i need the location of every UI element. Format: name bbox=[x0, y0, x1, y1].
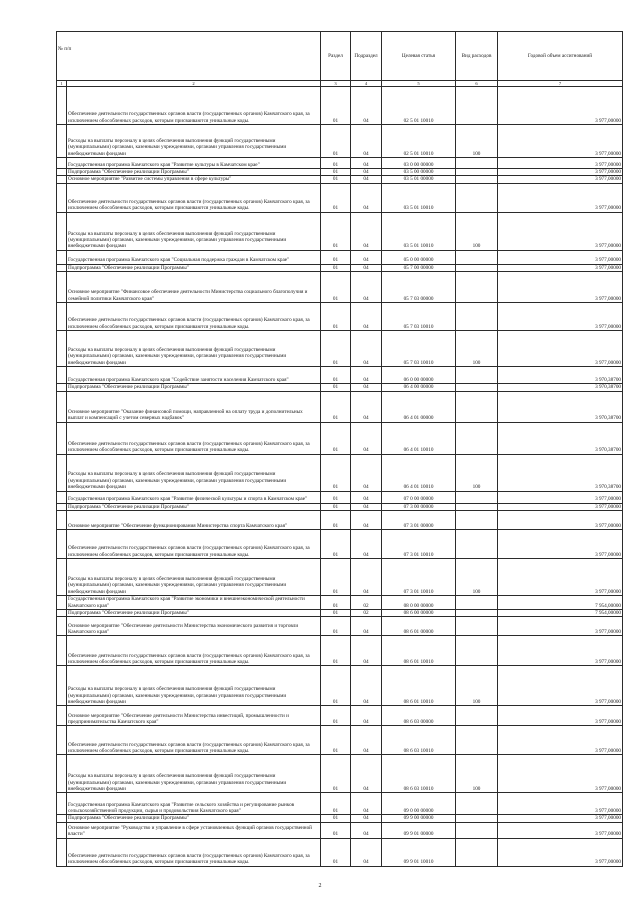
cell-name: Расходы на выплаты персоналу в целях обеспечения выполнения функций государственными (муниципальными) органами, казенными учреждениями, органами управления государственными внебюджетными фондами bbox=[67, 755, 321, 793]
cell-amount: 3 977,00000 bbox=[498, 793, 623, 815]
cell-target-article: 02 5 01 10010 bbox=[382, 125, 456, 158]
table-row bbox=[57, 264, 623, 271]
column-index: 6 bbox=[456, 81, 498, 87]
cell-podrazdel: 04 bbox=[351, 264, 382, 271]
cell-target-article: 07 3 01 00000 bbox=[382, 511, 456, 530]
table-body bbox=[57, 87, 623, 867]
cell-name: Основное мероприятие "Обеспечение функционирования Министерства спорта Камчатского края" bbox=[67, 511, 321, 530]
cell-target-article: 07 3 01 10010 bbox=[382, 530, 456, 559]
table-row bbox=[57, 636, 623, 666]
cell-razdel: 01 bbox=[321, 491, 351, 503]
table-row bbox=[57, 530, 623, 559]
cell-razdel: 01 bbox=[321, 331, 351, 367]
cell-razdel: 01 bbox=[321, 272, 351, 303]
table-row bbox=[57, 367, 623, 384]
cell-amount: 3 970,38700 bbox=[498, 367, 623, 384]
cell-number bbox=[57, 511, 67, 530]
cell-podrazdel: 04 bbox=[351, 176, 382, 183]
cell-expense-type: 100 bbox=[456, 559, 498, 596]
cell-number bbox=[57, 491, 67, 503]
cell-number bbox=[57, 212, 67, 250]
cell-number bbox=[57, 530, 67, 559]
cell-number bbox=[57, 636, 67, 666]
cell-number bbox=[57, 384, 67, 391]
cell-number bbox=[57, 183, 67, 212]
cell-amount: 3 977,00000 bbox=[498, 331, 623, 367]
cell-expense-type bbox=[456, 726, 498, 755]
cell-razdel: 01 bbox=[321, 666, 351, 706]
cell-name: Обеспечение деятельности государственных органов власти (государственных органов) Камчатского края, за исключением обособленных расходов, которым присваиваются уникальные коды. bbox=[67, 726, 321, 755]
table-row bbox=[57, 125, 623, 158]
cell-expense-type bbox=[456, 706, 498, 726]
cell-expense-type bbox=[456, 530, 498, 559]
cell-podrazdel: 04 bbox=[351, 530, 382, 559]
table-header-row bbox=[57, 32, 623, 81]
cell-podrazdel: 04 bbox=[351, 212, 382, 250]
table-row bbox=[57, 815, 623, 822]
cell-razdel: 01 bbox=[321, 559, 351, 596]
table-row bbox=[57, 183, 623, 212]
cell-podrazdel: 04 bbox=[351, 87, 382, 125]
cell-name: Государственная программа Камчатского края "Развитие физической культуры и спорта в Камчатском крае" bbox=[67, 491, 321, 503]
cell-podrazdel: 04 bbox=[351, 303, 382, 331]
column-index: 2 bbox=[67, 81, 321, 87]
cell-target-article: 09 9 01 00000 bbox=[382, 822, 456, 838]
cell-amount: 3 977,00000 bbox=[498, 183, 623, 212]
cell-podrazdel: 04 bbox=[351, 636, 382, 666]
cell-amount: 3 970,38700 bbox=[498, 384, 623, 391]
cell-number bbox=[57, 176, 67, 183]
cell-podrazdel: 04 bbox=[351, 838, 382, 866]
table-row bbox=[57, 596, 623, 610]
cell-target-article: 09 9 01 10010 bbox=[382, 838, 456, 866]
cell-razdel: 01 bbox=[321, 617, 351, 636]
cell-amount: 3 977,00000 bbox=[498, 559, 623, 596]
cell-podrazdel: 04 bbox=[351, 815, 382, 822]
cell-razdel: 01 bbox=[321, 706, 351, 726]
cell-name: Подпрограмма "Обеспечение реализации Программы" bbox=[67, 169, 321, 176]
table-row bbox=[57, 212, 623, 250]
cell-name: Основное мероприятие "Обеспечение деятельности Министерства инвестиций, промышленности и предпринимательства Камчатского края" bbox=[67, 706, 321, 726]
cell-amount: 3 977,00000 bbox=[498, 726, 623, 755]
header-annual-amount: Годовой объем ассигнований bbox=[498, 32, 623, 81]
cell-expense-type bbox=[456, 838, 498, 866]
cell-amount: 3 977,00000 bbox=[498, 617, 623, 636]
cell-podrazdel: 04 bbox=[351, 331, 382, 367]
cell-name: Расходы на выплаты персоналу в целях обеспечения выполнения функций государственными (муниципальными) органами, казенными учреждениями, органами управления государственными внебюджетными фондами bbox=[67, 559, 321, 596]
cell-amount: 3 977,00000 bbox=[498, 250, 623, 264]
table-row bbox=[57, 169, 623, 176]
cell-amount: 3 977,00000 bbox=[498, 822, 623, 838]
cell-target-article: 08 6 01 10010 bbox=[382, 636, 456, 666]
cell-target-article: 08 6 00 00000 bbox=[382, 610, 456, 617]
cell-number bbox=[57, 559, 67, 596]
cell-podrazdel: 04 bbox=[351, 158, 382, 169]
cell-expense-type bbox=[456, 815, 498, 822]
cell-expense-type: 100 bbox=[456, 212, 498, 250]
cell-amount: 3 977,00000 bbox=[498, 158, 623, 169]
cell-target-article: 06 4 01 00000 bbox=[382, 391, 456, 422]
cell-number bbox=[57, 422, 67, 454]
cell-name: Обеспечение деятельности государственных органов власти (государственных органов) Камчатского края, за исключением обособленных расходов, которым присваиваются уникальные коды. bbox=[67, 636, 321, 666]
cell-name: Обеспечение деятельности государственных органов власти (государственных органов) Камчатского края, за исключением обособленных расходов, которым присваиваются уникальные коды. bbox=[67, 303, 321, 331]
cell-amount: 7 954,00000 bbox=[498, 596, 623, 610]
cell-amount: 3 977,00000 bbox=[498, 212, 623, 250]
table-row bbox=[57, 503, 623, 510]
cell-podrazdel: 04 bbox=[351, 169, 382, 176]
cell-expense-type bbox=[456, 511, 498, 530]
cell-amount: 3 977,00000 bbox=[498, 755, 623, 793]
cell-amount: 3 977,00000 bbox=[498, 264, 623, 271]
cell-target-article: 09 9 00 00000 bbox=[382, 815, 456, 822]
cell-name: Подпрограмма "Обеспечение реализации Программы" bbox=[67, 264, 321, 271]
cell-number bbox=[57, 331, 67, 367]
cell-razdel: 01 bbox=[321, 454, 351, 491]
table-row bbox=[57, 87, 623, 125]
cell-name: Подпрограмма "Обеспечение реализации Программы" bbox=[67, 384, 321, 391]
cell-razdel: 01 bbox=[321, 367, 351, 384]
column-index: 4 bbox=[351, 81, 382, 87]
cell-expense-type: 100 bbox=[456, 666, 498, 706]
cell-podrazdel: 04 bbox=[351, 367, 382, 384]
cell-expense-type: 100 bbox=[456, 454, 498, 491]
cell-target-article: 07 0 00 00000 bbox=[382, 491, 456, 503]
table-row bbox=[57, 272, 623, 303]
cell-expense-type bbox=[456, 610, 498, 617]
cell-razdel: 01 bbox=[321, 183, 351, 212]
cell-razdel: 01 bbox=[321, 264, 351, 271]
cell-target-article: 06 0 00 00000 bbox=[382, 367, 456, 384]
cell-expense-type bbox=[456, 636, 498, 666]
cell-podrazdel: 04 bbox=[351, 454, 382, 491]
cell-name: Государственная программа Камчатского края "Развитие сельского хозяйства и регулирование рынков сельскохозяйственной продукции, сырья и продовольствия Камчатского края" bbox=[67, 793, 321, 815]
cell-amount: 3 977,00000 bbox=[498, 272, 623, 303]
cell-podrazdel: 04 bbox=[351, 491, 382, 503]
cell-podrazdel: 04 bbox=[351, 726, 382, 755]
header-target-article: Целевая статья bbox=[382, 32, 456, 81]
cell-name: Обеспечение деятельности государственных органов власти (государственных органов) Камчатского края, за исключением обособленных расходов, которым присваиваются уникальные коды. bbox=[67, 87, 321, 125]
cell-amount: 3 977,00000 bbox=[498, 87, 623, 125]
cell-expense-type bbox=[456, 422, 498, 454]
cell-number bbox=[57, 158, 67, 169]
cell-amount: 3 977,00000 bbox=[498, 176, 623, 183]
cell-number bbox=[57, 454, 67, 491]
cell-name: Государственная программа Камчатского края "Содействие занятости населения Камчатского края" bbox=[67, 367, 321, 384]
cell-number bbox=[57, 125, 67, 158]
cell-razdel: 01 bbox=[321, 610, 351, 617]
cell-name: Обеспечение деятельности государственных органов власти (государственных органов) Камчатского края, за исключением обособленных расходов, которым присваиваются уникальные коды. bbox=[67, 530, 321, 559]
cell-razdel: 01 bbox=[321, 755, 351, 793]
cell-target-article: 02 5 01 10010 bbox=[382, 87, 456, 125]
column-index: 7 bbox=[498, 81, 623, 87]
cell-name: Расходы на выплаты персоналу в целях обеспечения выполнения функций государственными (муниципальными) органами, казенными учреждениями, органами управления государственными внебюджетными фондами bbox=[67, 331, 321, 367]
table-row bbox=[57, 559, 623, 596]
cell-expense-type bbox=[456, 491, 498, 503]
table-row bbox=[57, 726, 623, 755]
cell-podrazdel: 02 bbox=[351, 596, 382, 610]
table-row bbox=[57, 491, 623, 503]
cell-target-article: 06 4 00 00000 bbox=[382, 384, 456, 391]
cell-expense-type bbox=[456, 158, 498, 169]
cell-amount: 3 977,00000 bbox=[498, 530, 623, 559]
cell-amount: 3 977,00000 bbox=[498, 815, 623, 822]
cell-number bbox=[57, 169, 67, 176]
cell-name: Государственная программа Камчатского края "Развитие культуры в Камчатском крае" bbox=[67, 158, 321, 169]
cell-expense-type: 100 bbox=[456, 755, 498, 793]
cell-name: Расходы на выплаты персоналу в целях обеспечения выполнения функций государственными (муниципальными) органами, казенными учреждениями, органами управления государственными внебюджетными фондами bbox=[67, 666, 321, 706]
cell-target-article: 08 6 01 00000 bbox=[382, 617, 456, 636]
cell-name: Расходы на выплаты персоналу в целях обеспечения выполнения функций государственными (муниципальными) органами, казенными учреждениями, органами управления государственными внебюджетными фондами bbox=[67, 212, 321, 250]
cell-target-article: 07 3 01 10010 bbox=[382, 559, 456, 596]
cell-podrazdel: 04 bbox=[351, 617, 382, 636]
cell-name: Основное мероприятие "Обеспечение деятельности Министерства экономического развития и торговли Камчатского края" bbox=[67, 617, 321, 636]
cell-razdel: 01 bbox=[321, 250, 351, 264]
cell-amount: 3 977,00000 bbox=[498, 636, 623, 666]
header-razdel: Раздел bbox=[321, 32, 351, 81]
cell-expense-type bbox=[456, 169, 498, 176]
cell-expense-type bbox=[456, 617, 498, 636]
cell-podrazdel: 04 bbox=[351, 272, 382, 303]
cell-razdel: 01 bbox=[321, 125, 351, 158]
cell-amount: 3 977,00000 bbox=[498, 706, 623, 726]
cell-number bbox=[57, 793, 67, 815]
cell-number bbox=[57, 87, 67, 125]
cell-podrazdel: 04 bbox=[351, 384, 382, 391]
table-row bbox=[57, 391, 623, 422]
cell-razdel: 01 bbox=[321, 596, 351, 610]
cell-podrazdel: 04 bbox=[351, 559, 382, 596]
cell-amount: 3 977,00000 bbox=[498, 503, 623, 510]
table-row bbox=[57, 666, 623, 706]
budget-table bbox=[56, 31, 623, 867]
cell-amount: 3 970,38700 bbox=[498, 454, 623, 491]
cell-number bbox=[57, 755, 67, 793]
cell-name: Основное мероприятие "Финансовое обеспечение деятельности Министерства социального благополучия и семейной политики Камчатского края" bbox=[67, 272, 321, 303]
table-row bbox=[57, 422, 623, 454]
cell-expense-type bbox=[456, 822, 498, 838]
cell-razdel: 01 bbox=[321, 838, 351, 866]
cell-razdel: 01 bbox=[321, 391, 351, 422]
cell-expense-type bbox=[456, 272, 498, 303]
cell-name: Подпрограмма "Обеспечение реализации Программы" bbox=[67, 503, 321, 510]
cell-expense-type bbox=[456, 596, 498, 610]
cell-target-article: 03 5 01 00000 bbox=[382, 176, 456, 183]
cell-number bbox=[57, 250, 67, 264]
table-row bbox=[57, 610, 623, 617]
cell-razdel: 01 bbox=[321, 793, 351, 815]
cell-name: Обеспечение деятельности государственных органов власти (государственных органов) Камчатского края, за исключением обособленных расходов, которым присваиваются уникальные коды. bbox=[67, 422, 321, 454]
cell-expense-type bbox=[456, 250, 498, 264]
cell-expense-type: 100 bbox=[456, 331, 498, 367]
cell-target-article: 05 0 00 00000 bbox=[382, 250, 456, 264]
cell-amount: 3 977,00000 bbox=[498, 125, 623, 158]
cell-amount: 3 977,00000 bbox=[498, 666, 623, 706]
cell-name: Государственная программа Камчатского края "Социальная поддержка граждан в Камчатском крае" bbox=[67, 250, 321, 264]
cell-razdel: 01 bbox=[321, 422, 351, 454]
table-row bbox=[57, 331, 623, 367]
cell-razdel: 01 bbox=[321, 503, 351, 510]
column-index: 3 bbox=[321, 81, 351, 87]
cell-podrazdel: 04 bbox=[351, 706, 382, 726]
cell-number bbox=[57, 264, 67, 271]
cell-target-article: 06 4 01 10010 bbox=[382, 454, 456, 491]
cell-number bbox=[57, 503, 67, 510]
header-expense-type: Вид расходов bbox=[456, 32, 498, 81]
cell-razdel: 01 bbox=[321, 815, 351, 822]
cell-amount: 3 970,38700 bbox=[498, 391, 623, 422]
table-row bbox=[57, 176, 623, 183]
table-row bbox=[57, 250, 623, 264]
cell-razdel: 01 bbox=[321, 511, 351, 530]
cell-podrazdel: 04 bbox=[351, 391, 382, 422]
table-row bbox=[57, 755, 623, 793]
cell-name: Основное мероприятие "Развитие системы управления в сфере культуры" bbox=[67, 176, 321, 183]
cell-podrazdel: 02 bbox=[351, 610, 382, 617]
cell-number bbox=[57, 303, 67, 331]
table-row bbox=[57, 706, 623, 726]
cell-target-article: 03 5 01 10010 bbox=[382, 212, 456, 250]
table-row bbox=[57, 793, 623, 815]
cell-expense-type bbox=[456, 793, 498, 815]
cell-amount: 3 977,00000 bbox=[498, 838, 623, 866]
cell-target-article: 03 5 00 00000 bbox=[382, 169, 456, 176]
cell-target-article: 05 7 03 10010 bbox=[382, 331, 456, 367]
cell-podrazdel: 04 bbox=[351, 666, 382, 706]
cell-number bbox=[57, 610, 67, 617]
column-index: 5 bbox=[382, 81, 456, 87]
cell-expense-type bbox=[456, 264, 498, 271]
cell-expense-type bbox=[456, 176, 498, 183]
table-row bbox=[57, 454, 623, 491]
table-row bbox=[57, 158, 623, 169]
table-row bbox=[57, 822, 623, 838]
cell-number bbox=[57, 706, 67, 726]
cell-target-article: 08 6 03 10010 bbox=[382, 726, 456, 755]
column-index: 1 bbox=[57, 81, 67, 87]
cell-number bbox=[57, 838, 67, 866]
cell-amount: 3 977,00000 bbox=[498, 169, 623, 176]
cell-razdel: 01 bbox=[321, 384, 351, 391]
cell-target-article: 08 0 00 00000 bbox=[382, 596, 456, 610]
cell-amount: 3 970,38700 bbox=[498, 422, 623, 454]
header-number: № п/п bbox=[57, 32, 321, 81]
cell-podrazdel: 04 bbox=[351, 793, 382, 815]
cell-name: Обеспечение деятельности государственных органов власти (государственных органов) Камчатского края, за исключением обособленных расходов, которым присваиваются уникальные коды. bbox=[67, 183, 321, 212]
cell-razdel: 01 bbox=[321, 303, 351, 331]
cell-target-article: 08 6 01 10010 bbox=[382, 666, 456, 706]
cell-amount: 3 977,00000 bbox=[498, 303, 623, 331]
cell-podrazdel: 04 bbox=[351, 755, 382, 793]
cell-name: Расходы на выплаты персоналу в целях обеспечения выполнения функций государственными (муниципальными) органами, казенными учреждениями, органами управления государственными внебюджетными фондами bbox=[67, 454, 321, 491]
cell-razdel: 01 bbox=[321, 636, 351, 666]
cell-podrazdel: 04 bbox=[351, 503, 382, 510]
table-row bbox=[57, 511, 623, 530]
cell-amount: 3 977,00000 bbox=[498, 491, 623, 503]
page-number: 2 bbox=[318, 883, 322, 889]
cell-podrazdel: 04 bbox=[351, 822, 382, 838]
cell-name: Основное мероприятие "Оказание финансовой помощи, направленной на оплату труда и дополнительных выплат и компенсаций с учетом северных надбавок" bbox=[67, 391, 321, 422]
cell-target-article: 08 6 03 10010 bbox=[382, 755, 456, 793]
cell-razdel: 01 bbox=[321, 530, 351, 559]
cell-target-article: 03 5 01 10010 bbox=[382, 183, 456, 212]
cell-name: Обеспечение деятельности государственных органов власти (государственных органов) Камчатского края, за исключением обособленных расходов, которым присваиваются уникальные коды. bbox=[67, 838, 321, 866]
cell-expense-type bbox=[456, 367, 498, 384]
cell-name: Основное мероприятие "Руководство и управление в сфере установленных функций органов государственной власти" bbox=[67, 822, 321, 838]
cell-target-article: 09 0 00 00000 bbox=[382, 793, 456, 815]
table-row bbox=[57, 617, 623, 636]
cell-podrazdel: 04 bbox=[351, 125, 382, 158]
cell-number bbox=[57, 367, 67, 384]
cell-podrazdel: 04 bbox=[351, 511, 382, 530]
cell-target-article: 07 3 00 00000 bbox=[382, 503, 456, 510]
cell-podrazdel: 04 bbox=[351, 422, 382, 454]
cell-number bbox=[57, 272, 67, 303]
header-podrazdel: Подраздел bbox=[351, 32, 382, 81]
cell-expense-type bbox=[456, 303, 498, 331]
cell-number bbox=[57, 596, 67, 610]
cell-number bbox=[57, 815, 67, 822]
cell-number bbox=[57, 617, 67, 636]
cell-name: Подпрограмма "Обеспечение реализации Программы" bbox=[67, 610, 321, 617]
cell-name: Государственная программа Камчатского края "Развитие экономики и внешнеэкономической деятельности Камчатского края" bbox=[67, 596, 321, 610]
cell-expense-type bbox=[456, 503, 498, 510]
cell-target-article: 05 7 03 00000 bbox=[382, 272, 456, 303]
cell-expense-type bbox=[456, 87, 498, 125]
cell-razdel: 01 bbox=[321, 822, 351, 838]
cell-number bbox=[57, 666, 67, 706]
cell-name: Расходы на выплаты персоналу в целях обеспечения выполнения функций государственными (муниципальными) органами, казенными учреждениями, органами управления государственными внебюджетными фондами bbox=[67, 125, 321, 158]
cell-razdel: 01 bbox=[321, 176, 351, 183]
cell-target-article: 06 4 01 10010 bbox=[382, 422, 456, 454]
cell-podrazdel: 04 bbox=[351, 183, 382, 212]
cell-razdel: 01 bbox=[321, 158, 351, 169]
cell-expense-type: 100 bbox=[456, 125, 498, 158]
table-row bbox=[57, 303, 623, 331]
cell-target-article: 03 0 00 00000 bbox=[382, 158, 456, 169]
cell-podrazdel: 04 bbox=[351, 250, 382, 264]
cell-expense-type bbox=[456, 183, 498, 212]
cell-target-article: 08 6 03 00000 bbox=[382, 706, 456, 726]
cell-expense-type bbox=[456, 391, 498, 422]
table-row bbox=[57, 838, 623, 866]
table-row bbox=[57, 384, 623, 391]
cell-expense-type bbox=[456, 384, 498, 391]
cell-number bbox=[57, 822, 67, 838]
cell-razdel: 01 bbox=[321, 169, 351, 176]
cell-number bbox=[57, 726, 67, 755]
cell-number bbox=[57, 391, 67, 422]
cell-amount: 7 954,00000 bbox=[498, 610, 623, 617]
cell-amount: 3 977,00000 bbox=[498, 511, 623, 530]
cell-target-article: 05 7 03 10010 bbox=[382, 303, 456, 331]
cell-target-article: 05 7 00 00000 bbox=[382, 264, 456, 271]
cell-name: Подпрограмма "Обеспечение реализации Программы" bbox=[67, 815, 321, 822]
cell-razdel: 01 bbox=[321, 212, 351, 250]
cell-razdel: 01 bbox=[321, 87, 351, 125]
cell-razdel: 01 bbox=[321, 726, 351, 755]
